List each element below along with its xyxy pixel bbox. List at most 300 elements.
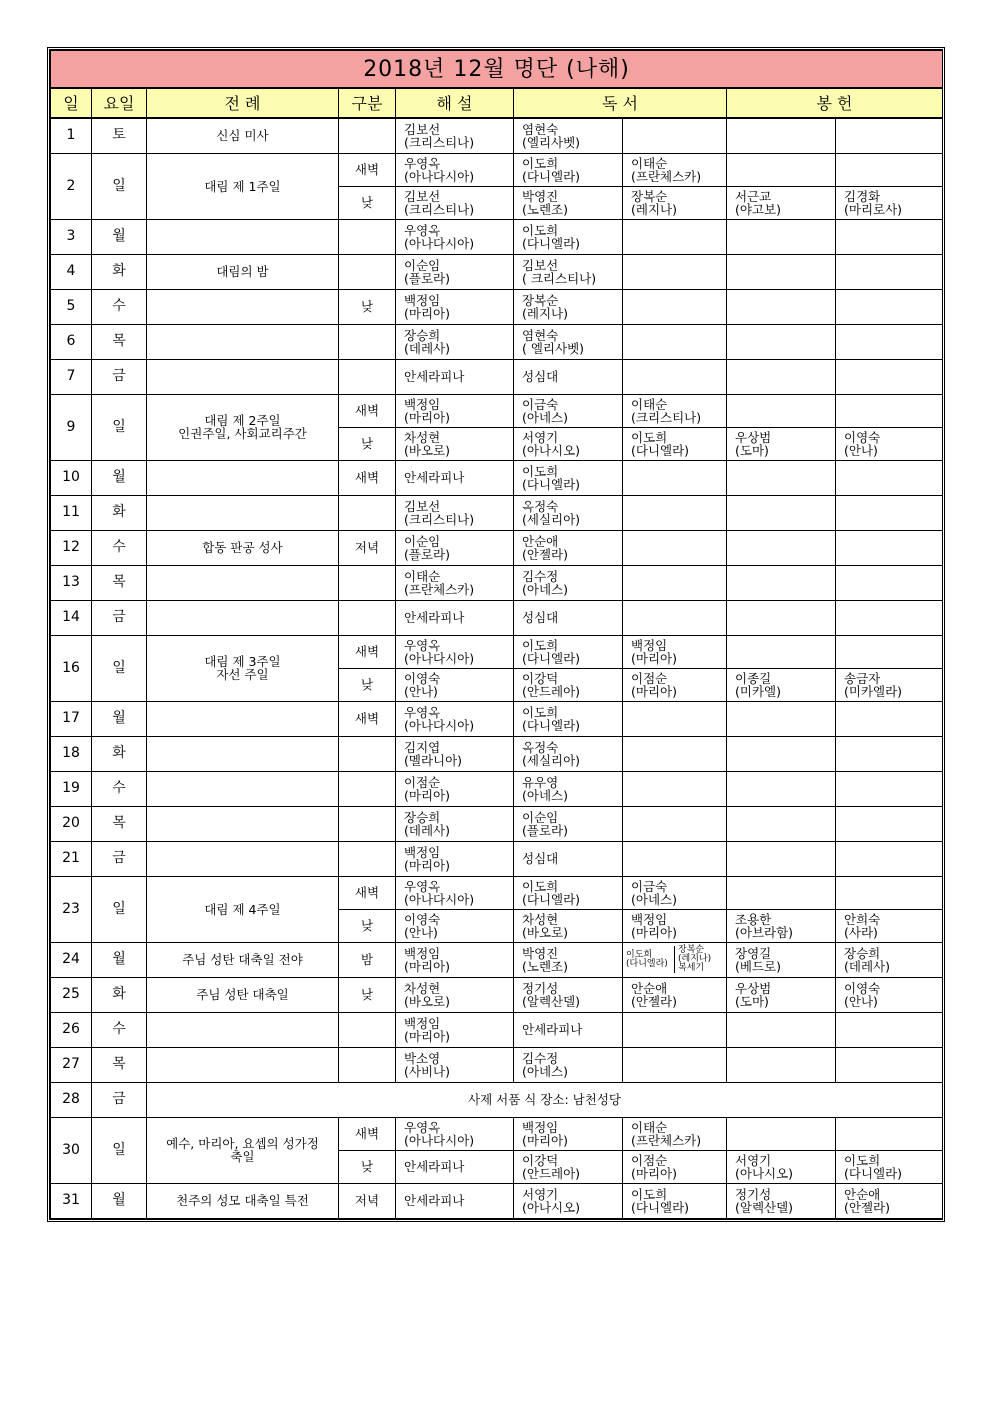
commentator-cell xyxy=(396,1150,514,1183)
person-name: (아나다시아) xyxy=(404,1132,475,1148)
commentator-cell xyxy=(396,635,514,668)
person-name: (야고보) xyxy=(735,201,781,217)
person-name: 이도희 xyxy=(522,155,559,171)
reader-1-cell xyxy=(514,736,623,771)
commentator-cell xyxy=(396,1183,514,1218)
commentator-cell xyxy=(396,153,514,186)
liturgy-cell xyxy=(147,736,339,771)
reader-1-cell xyxy=(514,460,623,495)
person-name: 성심대 xyxy=(522,610,559,625)
reader-1-cell xyxy=(514,635,623,668)
offering-2-cell xyxy=(836,668,943,701)
person-name: (아네스) xyxy=(522,1063,568,1079)
person-name: (미카엘라) xyxy=(844,683,903,699)
person-name: 장승희 xyxy=(404,327,441,343)
weekday-cell: 목 xyxy=(92,324,147,359)
offering-1-cell xyxy=(727,186,836,219)
reader-1-cell xyxy=(514,186,623,219)
person-name: (다니엘라) xyxy=(522,891,581,907)
reader-2-cell xyxy=(623,977,727,1012)
person-name-line: 이도희 xyxy=(626,949,653,960)
person-name: 백정임 xyxy=(404,1015,441,1031)
person-name: 이강덕 xyxy=(522,670,559,686)
weekday-cell: 일 xyxy=(92,635,147,701)
reader-2-split xyxy=(623,946,726,973)
person-name: (다니엘라) xyxy=(522,476,581,492)
mass-type-cell: 새벽 xyxy=(339,153,396,186)
weekday-cell: 금 xyxy=(92,1082,147,1117)
reader-2-cell xyxy=(623,909,727,942)
roster-table xyxy=(50,50,943,1219)
reader-2-cell xyxy=(623,1047,727,1082)
table-row xyxy=(51,153,943,186)
person-name: 이태순 xyxy=(631,1119,668,1135)
reader-1-cell xyxy=(514,394,623,427)
offering-2-cell xyxy=(836,118,943,153)
reader-1-cell xyxy=(514,942,623,977)
mass-type-cell xyxy=(339,1047,396,1082)
mass-type-cell xyxy=(339,118,396,153)
liturgy-cell xyxy=(147,635,339,701)
person-name: (안나) xyxy=(404,924,438,940)
person-name: 박영진 xyxy=(522,945,559,961)
mass-type-cell: 저녁 xyxy=(339,530,396,565)
mass-type-cell xyxy=(339,806,396,841)
reader-2-cell xyxy=(623,153,727,186)
person-name: 서영기 xyxy=(522,1186,559,1202)
person-name: 이순임 xyxy=(404,257,441,273)
offering-1-cell xyxy=(727,977,836,1012)
day-cell: 25 xyxy=(51,977,92,1012)
liturgy-cell xyxy=(147,565,339,600)
table-row xyxy=(51,495,943,530)
person-name: (마리아) xyxy=(631,1165,677,1181)
offering-2-cell xyxy=(836,600,943,635)
mass-type-cell xyxy=(339,324,396,359)
day-cell: 6 xyxy=(51,324,92,359)
header-reading: 독 서 xyxy=(514,88,727,118)
weekday-cell: 금 xyxy=(92,841,147,876)
person-name: (안드레아) xyxy=(522,683,581,699)
person-name: 백정임 xyxy=(631,911,668,927)
reader-2-cell xyxy=(623,841,727,876)
weekday-cell: 일 xyxy=(92,394,147,460)
reader-2-cell xyxy=(623,565,727,600)
person-name: (도마) xyxy=(735,993,769,1009)
person-name: 이금숙 xyxy=(631,878,668,894)
commentator-cell xyxy=(396,1117,514,1150)
offering-2-cell xyxy=(836,1117,943,1150)
reader-2-cell xyxy=(623,460,727,495)
person-name: 이도희 xyxy=(522,463,559,479)
offering-1-cell xyxy=(727,1047,836,1082)
person-name: (아나다시아) xyxy=(404,891,475,907)
weekday-cell: 월 xyxy=(92,942,147,977)
mass-type-cell xyxy=(339,600,396,635)
liturgy-cell: 주님 성탄 대축일 xyxy=(147,977,339,1012)
offering-2-cell xyxy=(836,1183,943,1218)
person-name: (사비나) xyxy=(404,1063,450,1079)
liturgy-line: 대림 제 4주일 xyxy=(204,901,281,917)
person-name: 안세라피나 xyxy=(404,369,465,384)
day-cell: 24 xyxy=(51,942,92,977)
person-name: 우영옥 xyxy=(404,878,441,894)
person-name: (노렌조) xyxy=(522,958,568,974)
offering-2-cell xyxy=(836,701,943,736)
liturgy-cell xyxy=(147,1117,339,1183)
person-name: 이도희 xyxy=(844,1152,881,1168)
person-name: 백정임 xyxy=(631,637,668,653)
day-cell: 18 xyxy=(51,736,92,771)
person-name: 이종길 xyxy=(735,670,772,686)
reader-2-cell xyxy=(623,324,727,359)
day-cell: 28 xyxy=(51,1082,92,1117)
table-row xyxy=(51,1183,943,1218)
person-name: (플로라) xyxy=(404,270,450,286)
commentator-cell xyxy=(396,736,514,771)
offering-1-cell xyxy=(727,806,836,841)
person-name: 우상범 xyxy=(735,429,772,445)
person-name: 서영기 xyxy=(735,1152,772,1168)
commentator-cell xyxy=(396,841,514,876)
person-name: 박영진 xyxy=(522,188,559,204)
offering-2-cell xyxy=(836,394,943,427)
person-name: (프란체스카) xyxy=(631,1132,702,1148)
reader-2-cell xyxy=(623,530,727,565)
person-name: 유우영 xyxy=(522,774,559,790)
person-name: 이순임 xyxy=(404,533,441,549)
reader-2-cell xyxy=(623,806,727,841)
day-cell: 10 xyxy=(51,460,92,495)
person-name: (아나시오) xyxy=(522,1199,581,1215)
liturgy-cell xyxy=(147,219,339,254)
reader-1-cell xyxy=(514,600,623,635)
liturgy-cell xyxy=(147,394,339,460)
reader-1-cell xyxy=(514,1012,623,1047)
table-row xyxy=(51,1012,943,1047)
reader-2-cell xyxy=(623,186,727,219)
reader-2-cell xyxy=(623,771,727,806)
weekday-cell: 일 xyxy=(92,876,147,942)
offering-1-cell xyxy=(727,771,836,806)
reader-1-cell xyxy=(514,1183,623,1218)
person-name: (다니엘라) xyxy=(631,1199,690,1215)
reader-1-cell xyxy=(514,359,623,394)
person-name: (마리아) xyxy=(404,958,450,974)
liturgy-cell xyxy=(147,153,339,219)
person-name: (멜라니아) xyxy=(404,752,463,768)
day-cell: 14 xyxy=(51,600,92,635)
reader-2-cell xyxy=(623,876,727,909)
weekday-cell: 일 xyxy=(92,153,147,219)
mass-type-cell xyxy=(339,495,396,530)
offering-2-cell xyxy=(836,942,943,977)
day-cell: 13 xyxy=(51,565,92,600)
person-name: 백정임 xyxy=(404,396,441,412)
person-name: (아나다시아) xyxy=(404,235,475,251)
person-name: (다니엘라) xyxy=(522,650,581,666)
person-name: 우영옥 xyxy=(404,1119,441,1135)
commentator-cell xyxy=(396,254,514,289)
day-cell: 31 xyxy=(51,1183,92,1218)
person-name: (미카엘) xyxy=(735,683,781,699)
offering-1-cell xyxy=(727,1183,836,1218)
header-type: 구분 xyxy=(339,88,396,118)
offering-1-cell xyxy=(727,668,836,701)
person-name: 이태순 xyxy=(404,568,441,584)
person-name: (크리스티나) xyxy=(404,511,475,527)
person-name: 우영옥 xyxy=(404,155,441,171)
offering-1-cell xyxy=(727,1117,836,1150)
offering-2-cell xyxy=(836,841,943,876)
mass-type-cell: 낮 xyxy=(339,427,396,460)
offering-2-cell xyxy=(836,359,943,394)
table-row xyxy=(51,771,943,806)
day-cell: 12 xyxy=(51,530,92,565)
commentator-cell xyxy=(396,289,514,324)
liturgy-line: 자선 주일 xyxy=(216,667,269,682)
offering-2-cell xyxy=(836,736,943,771)
table-row xyxy=(51,530,943,565)
person-name: 이점순 xyxy=(631,1152,668,1168)
reader-1-cell xyxy=(514,118,623,153)
roster-sheet xyxy=(47,47,945,1222)
header-day: 일 xyxy=(51,88,92,118)
header-offering: 봉 헌 xyxy=(727,88,943,118)
person-name: (아나다시아) xyxy=(404,650,475,666)
offering-1-cell xyxy=(727,324,836,359)
person-name: 김수정 xyxy=(522,1050,559,1066)
person-name: (아브라함) xyxy=(735,924,794,940)
person-name: 이영숙 xyxy=(404,911,441,927)
person-name: (데레사) xyxy=(404,340,450,356)
table-row xyxy=(51,565,943,600)
liturgy-cell xyxy=(147,324,339,359)
person-name: 성심대 xyxy=(522,851,559,866)
person-name: (마리아) xyxy=(404,409,450,425)
person-name: 안순애 xyxy=(522,533,559,549)
liturgy-line: 축일 xyxy=(230,1149,255,1164)
liturgy-cell xyxy=(147,771,339,806)
person-name: 이강덕 xyxy=(522,1152,559,1168)
person-name: 안순애 xyxy=(631,980,668,996)
person-name: 송금자 xyxy=(844,670,881,686)
offering-2-cell xyxy=(836,1150,943,1183)
liturgy-cell: 합동 판공 성사 xyxy=(147,530,339,565)
weekday-cell: 금 xyxy=(92,359,147,394)
table-row xyxy=(51,460,943,495)
person-name: 이영숙 xyxy=(404,670,441,686)
commentator-cell xyxy=(396,530,514,565)
person-name: (도마) xyxy=(735,442,769,458)
offering-2-cell xyxy=(836,186,943,219)
person-name: 안세라피나 xyxy=(522,1022,583,1037)
weekday-cell: 수 xyxy=(92,530,147,565)
offering-2-cell xyxy=(836,771,943,806)
person-name: (크리스티나) xyxy=(404,134,475,150)
person-name: (마리아) xyxy=(522,1132,568,1148)
commentator-cell xyxy=(396,701,514,736)
person-name: (안나) xyxy=(844,993,878,1009)
weekday-cell: 목 xyxy=(92,1047,147,1082)
liturgy-cell xyxy=(147,495,339,530)
person-name: (알렉산델) xyxy=(735,1199,794,1215)
person-name: (아네스) xyxy=(522,409,568,425)
person-name: (안젤라) xyxy=(844,1199,890,1215)
person-name: (아네스) xyxy=(522,787,568,803)
reader-1-cell xyxy=(514,1117,623,1150)
table-row xyxy=(51,219,943,254)
mass-type-cell: 새벽 xyxy=(339,460,396,495)
person-name: (안젤라) xyxy=(522,546,568,562)
commentator-cell xyxy=(396,359,514,394)
mass-type-cell: 새벽 xyxy=(339,1117,396,1150)
reader-2-cell xyxy=(623,118,727,153)
mass-type-cell: 새벽 xyxy=(339,701,396,736)
person-name: (레지나) xyxy=(631,201,677,217)
reader-1-cell xyxy=(514,806,623,841)
weekday-cell: 월 xyxy=(92,701,147,736)
person-name: 안세라피나 xyxy=(404,610,465,625)
person-name: 안세라피나 xyxy=(404,470,465,485)
mass-type-cell: 낮 xyxy=(339,909,396,942)
person-name: (마리아) xyxy=(404,1028,450,1044)
person-name-line: 장복순 xyxy=(678,945,705,955)
liturgy-cell xyxy=(147,876,339,942)
commentator-cell xyxy=(396,600,514,635)
person-name: 장승희 xyxy=(404,809,441,825)
person-name: 김수정 xyxy=(522,568,559,584)
day-cell: 2 xyxy=(51,153,92,219)
header-weekday: 요일 xyxy=(92,88,147,118)
person-name: (데레사) xyxy=(844,958,890,974)
person-name: (마리로사) xyxy=(844,201,903,217)
offering-2-cell xyxy=(836,806,943,841)
offering-1-cell xyxy=(727,942,836,977)
person-name: 김경화 xyxy=(844,188,881,204)
offering-2-cell xyxy=(836,977,943,1012)
mass-type-cell xyxy=(339,841,396,876)
table-row xyxy=(51,736,943,771)
person-name: (노렌조) xyxy=(522,201,568,217)
weekday-cell: 화 xyxy=(92,495,147,530)
offering-1-cell xyxy=(727,841,836,876)
weekday-cell: 월 xyxy=(92,460,147,495)
reader-1-cell xyxy=(514,254,623,289)
commentator-cell xyxy=(396,219,514,254)
reader-2-cell xyxy=(623,668,727,701)
mass-type-cell: 새벽 xyxy=(339,635,396,668)
person-name: 서근교 xyxy=(735,188,772,204)
liturgy-line: 인권주일, 사회교리주간 xyxy=(178,426,307,441)
day-cell: 30 xyxy=(51,1117,92,1183)
mass-type-cell xyxy=(339,1012,396,1047)
reader-2-cell xyxy=(623,1012,727,1047)
person-name xyxy=(674,946,726,973)
person-name: 조용한 xyxy=(735,911,772,927)
reader-2-cell xyxy=(623,219,727,254)
person-name: (바오로) xyxy=(522,924,568,940)
mass-type-cell: 새벽 xyxy=(339,876,396,909)
offering-1-cell xyxy=(727,909,836,942)
reader-1-cell xyxy=(514,427,623,460)
reader-1-cell xyxy=(514,668,623,701)
offering-2-cell xyxy=(836,460,943,495)
mass-type-cell: 낮 xyxy=(339,289,396,324)
reader-1-cell xyxy=(514,324,623,359)
mass-type-cell xyxy=(339,736,396,771)
person-name: (마리아) xyxy=(404,857,450,873)
commentator-cell xyxy=(396,668,514,701)
person-name: (사라) xyxy=(844,924,878,940)
person-name: 이점순 xyxy=(631,670,668,686)
person-name: (다니엘라) xyxy=(522,235,581,251)
liturgy-line: 대림 제 2주일 xyxy=(204,413,281,428)
mass-type-cell: 낮 xyxy=(339,186,396,219)
person-name: 정기성 xyxy=(522,980,559,996)
reader-2-cell xyxy=(623,701,727,736)
person-name: 우영옥 xyxy=(404,222,441,238)
person-name: (마리아) xyxy=(404,787,450,803)
offering-2-cell xyxy=(836,635,943,668)
offering-2-cell xyxy=(836,219,943,254)
person-name: (다니엘라) xyxy=(631,442,690,458)
person-name xyxy=(623,946,674,973)
commentator-cell xyxy=(396,324,514,359)
offering-1-cell xyxy=(727,736,836,771)
person-name: 이도희 xyxy=(631,429,668,445)
event-note-cell: 사제 서품 식 장소: 남천성당 xyxy=(147,1082,943,1117)
header-liturgy: 전 례 xyxy=(147,88,339,118)
person-name: ( 크리스티나) xyxy=(522,270,597,286)
table-row xyxy=(51,1082,943,1117)
day-cell: 27 xyxy=(51,1047,92,1082)
person-name: 안희숙 xyxy=(844,911,881,927)
commentator-cell xyxy=(396,942,514,977)
weekday-cell: 금 xyxy=(92,600,147,635)
person-name: 이금숙 xyxy=(522,396,559,412)
person-name: (다니엘라) xyxy=(522,717,581,733)
day-cell: 4 xyxy=(51,254,92,289)
reader-2-cell xyxy=(623,1117,727,1150)
offering-1-cell xyxy=(727,394,836,427)
liturgy-cell xyxy=(147,289,339,324)
person-name: 이도희 xyxy=(631,1186,668,1202)
reader-1-cell xyxy=(514,565,623,600)
weekday-cell: 월 xyxy=(92,219,147,254)
offering-1-cell xyxy=(727,495,836,530)
person-name: 차성현 xyxy=(404,980,441,996)
table-row xyxy=(51,324,943,359)
offering-1-cell xyxy=(727,1150,836,1183)
person-name-line: 복세기 xyxy=(678,963,705,973)
person-name: (다니엘라) xyxy=(844,1165,903,1181)
commentator-cell xyxy=(396,977,514,1012)
commentator-cell xyxy=(396,806,514,841)
person-name: (플로라) xyxy=(522,822,568,838)
reader-1-cell xyxy=(514,977,623,1012)
offering-1-cell xyxy=(727,530,836,565)
reader-1-cell xyxy=(514,1047,623,1082)
header-commentary: 해 설 xyxy=(396,88,514,118)
person-name: 성심대 xyxy=(522,369,559,384)
person-name: 안세라피나 xyxy=(404,1159,465,1174)
offering-1-cell xyxy=(727,219,836,254)
reader-2-cell xyxy=(623,289,727,324)
day-cell: 19 xyxy=(51,771,92,806)
reader-2-cell xyxy=(623,736,727,771)
commentator-cell xyxy=(396,460,514,495)
